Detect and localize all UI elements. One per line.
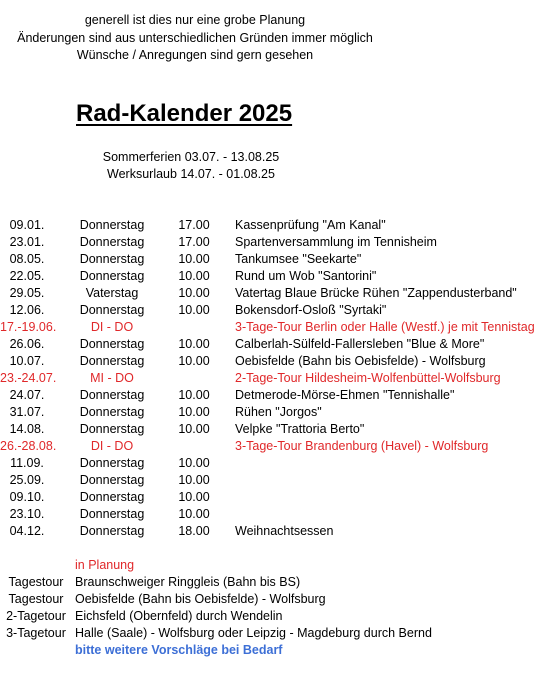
event-description: 2-Tage-Tour Hildesheim-Wolfenbüttel-Wolfsburg [235,371,501,385]
event-weekday: Donnerstag [79,303,145,317]
event-time: 10.00 [178,388,210,402]
event-date: 14.08. [9,422,45,436]
event-time: 10.00 [178,473,210,487]
planning-item-text: Halle (Saale) - Wolfsburg oder Leipzig - Magdeburg durch Bernd [75,626,432,640]
event-weekday: Donnerstag [79,490,145,504]
event-weekday: Vaterstag [85,286,139,300]
event-time: 10.00 [178,456,210,470]
summer-holiday-note: Sommerferien 03.07. - 13.08.25 [102,150,280,164]
event-description: Kassenprüfung "Am Kanal" [235,218,386,232]
event-date: 26.-28.08. [0,439,57,453]
table-row [0,370,551,387]
table-row [0,472,551,489]
event-time: 10.00 [178,337,210,351]
event-date: 31.07. [9,405,45,419]
event-weekday: Donnerstag [79,252,145,266]
event-weekday: Donnerstag [79,388,145,402]
table-row [0,234,551,251]
event-weekday: Donnerstag [79,235,145,249]
table-row [0,421,551,438]
planning-item-text: Braunschweiger Ringgleis (Bahn bis BS) [75,575,301,589]
table-row [0,438,551,455]
event-description: Oebisfelde (Bahn bis Oebisfelde) - Wolfsburg [235,354,486,368]
event-weekday: Donnerstag [79,354,145,368]
event-weekday: Donnerstag [79,524,145,538]
table-row [0,523,551,540]
event-description: Tankumsee "Seekarte" [235,252,362,266]
planning-item-text: Oebisfelde (Bahn bis Oebisfelde) - Wolfsburg [75,592,326,606]
table-row [0,353,551,370]
event-description: 3-Tage-Tour Brandenburg (Havel) - Wolfsburg [235,439,489,453]
event-date: 25.09. [9,473,45,487]
suggestions-footer: bitte weitere Vorschläge bei Bedarf [75,643,283,657]
page-title: Rad-Kalender 2025 [76,100,293,127]
event-date: 08.05. [9,252,45,266]
table-row [0,506,551,523]
event-weekday: Donnerstag [79,218,145,232]
event-time: 10.00 [178,303,210,317]
event-date: 23.01. [9,235,45,249]
planning-item-type: Tagestour [8,592,64,606]
event-description: Weihnachtsessen [235,524,334,538]
event-date: 23.-24.07. [0,371,57,385]
table-row [0,251,551,268]
event-date: 17.-19.06. [0,320,57,334]
planning-heading: in Planung [75,558,135,572]
event-time: 10.00 [178,354,210,368]
event-date: 29.05. [9,286,45,300]
table-row [0,336,551,353]
event-time: 18.00 [178,524,210,538]
event-date: 09.10. [9,490,45,504]
event-weekday: Donnerstag [79,473,145,487]
company-holiday-note: Werksurlaub 14.07. - 01.08.25 [107,167,275,181]
event-description: Vatertag Blaue Brücke Rühen "Zappendusterband" [235,286,517,300]
event-description: Calberlah-Sülfeld-Fallersleben "Blue & More" [235,337,485,351]
event-weekday: Donnerstag [79,337,145,351]
event-weekday: MI - DO [90,371,134,385]
intro-line-2: Änderungen sind aus unterschiedlichen Gründen immer möglich [17,31,373,45]
event-time: 10.00 [178,269,210,283]
event-time: 10.00 [178,422,210,436]
event-weekday: Donnerstag [79,507,145,521]
planning-item-type: 2-Tagetour [6,609,66,623]
planning-item-type: 3-Tagetour [6,626,66,640]
event-description: Rund um Wob "Santorini" [235,269,377,283]
table-row [0,319,551,336]
event-description: Velpke "Trattoria Berto" [235,422,365,436]
planning-item-text: Eichsfeld (Obernfeld) durch Wendelin [75,609,283,623]
table-row [0,404,551,421]
table-row [0,455,551,472]
event-date: 23.10. [9,507,45,521]
event-weekday: Donnerstag [79,269,145,283]
event-date: 24.07. [9,388,45,402]
event-time: 10.00 [178,405,210,419]
event-weekday: Donnerstag [79,405,145,419]
event-date: 22.05. [9,269,45,283]
event-time: 10.00 [178,490,210,504]
event-weekday: DI - DO [90,320,134,334]
event-time: 10.00 [178,507,210,521]
event-date: 12.06. [9,303,45,317]
event-date: 11.09. [10,456,44,470]
event-description: 3-Tage-Tour Berlin oder Halle (Westf.) je mit Tennistag [235,320,535,334]
event-description: Detmerode-Mörse-Ehmen "Tennishalle" [235,388,455,402]
event-weekday: Donnerstag [79,456,145,470]
event-time: 10.00 [178,286,210,300]
table-row [0,217,551,234]
event-date: 04.12. [9,524,45,538]
event-time: 10.00 [178,252,210,266]
event-description: Rühen "Jorgos" [235,405,322,419]
event-date: 10.07. [9,354,45,368]
table-row [0,387,551,404]
table-row [0,268,551,285]
intro-line-1: generell ist dies nur eine grobe Planung [84,13,306,27]
intro-line-3: Wünsche / Anregungen sind gern gesehen [76,48,314,62]
event-date: 26.06. [9,337,45,351]
event-weekday: Donnerstag [79,422,145,436]
event-description: Bokensdorf-Osloß "Syrtaki" [235,303,387,317]
planning-item-type: Tagestour [8,575,64,589]
table-row [0,285,551,302]
table-row [0,302,551,319]
event-description: Spartenversammlung im Tennisheim [235,235,437,249]
table-row [0,489,551,506]
event-time: 17.00 [178,235,210,249]
event-date: 09.01. [9,218,45,232]
event-weekday: DI - DO [90,439,134,453]
event-time: 17.00 [178,218,210,232]
